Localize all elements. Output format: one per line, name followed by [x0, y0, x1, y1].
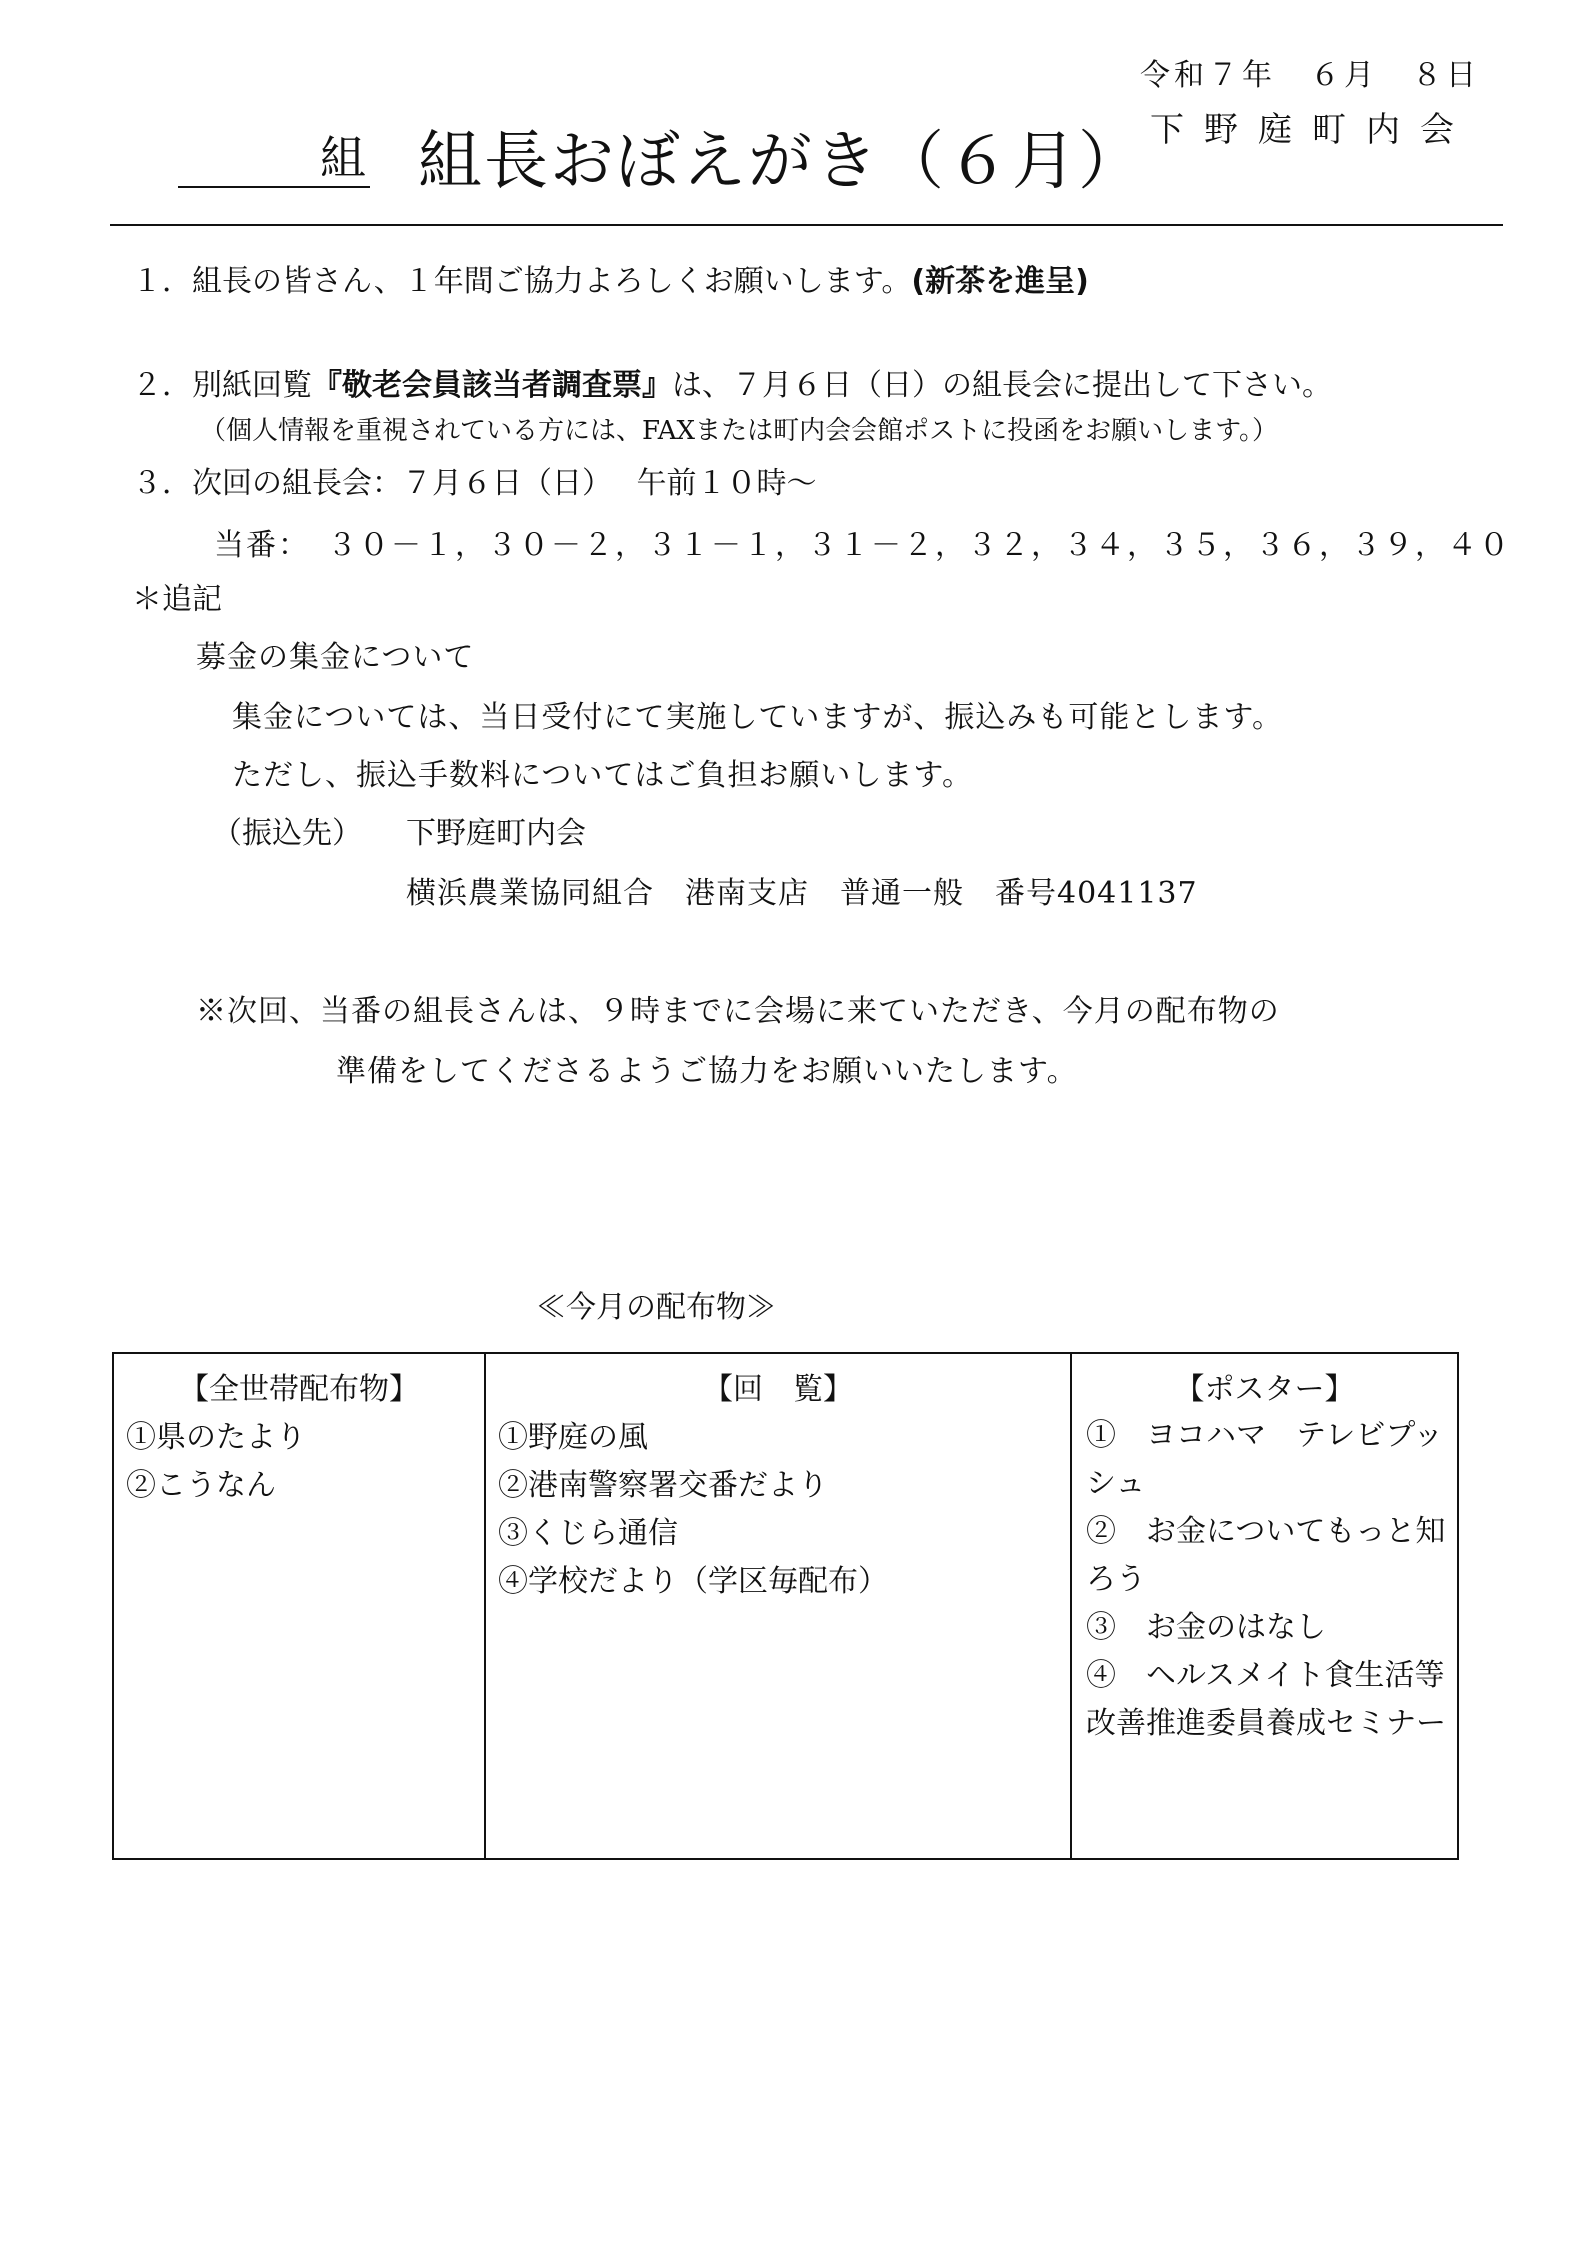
item-3: ３．次回の組長会：７月６日（日） 午前１０時～ — [132, 466, 817, 501]
touban-list: 当番： ３０－１，３０－２，３１－１，３１－２，３２，３４，３５，３６，３９，４０ — [214, 528, 1511, 563]
header-divider — [110, 224, 1503, 226]
item-1 — [132, 256, 1089, 300]
note-line-2: 準備をしてくださるようご協力をお願いいたします。 — [336, 1054, 1078, 1089]
note-line-1: ※次回、当番の組長さんは、９時までに会場に来ていただき、今月の配布物の — [196, 994, 1280, 1029]
list-item: ② お金についてもっと知ろう — [1086, 1514, 1446, 1597]
column-circulation — [486, 1354, 1072, 1858]
column-list — [126, 1414, 476, 1510]
addendum-heading: ＊追記 — [132, 582, 222, 617]
distribution-title: ≪今月の配布物≫ — [536, 1290, 776, 1325]
bank-info: 横浜農業協同組合 港南支店 普通一般 番号4041137 — [406, 876, 1198, 911]
document-date: 令和７年 ６月 ８日 — [1140, 58, 1480, 93]
list-item: ③くじら通信 — [498, 1516, 678, 1551]
item-1-bold: (新茶を進呈) — [911, 264, 1089, 299]
list-item: ④ ヘルスメイト食生活等改善推進委員養成セミナー — [1086, 1658, 1446, 1741]
list-item: ①県のたより — [126, 1420, 306, 1455]
furikomi-name: 下野庭町内会 — [406, 816, 586, 851]
column-posters — [1072, 1354, 1457, 1858]
shukin-line-1: 集金については、当日受付にて実施していますが、振込みも可能とします。 — [232, 700, 1283, 735]
item-2-suffix: は、７月６日（日）の組長会に提出して下さい。 — [672, 368, 1332, 403]
list-item: ②こうなん — [126, 1468, 276, 1503]
furikomi-label: （振込先） — [212, 816, 362, 851]
column-list — [1086, 1412, 1449, 1748]
item-2-prefix: ２．別紙回覧 — [132, 368, 312, 403]
distribution-table — [112, 1352, 1459, 1860]
column-list — [498, 1414, 1062, 1606]
column-all-households — [114, 1354, 486, 1858]
list-item: ④学校だより（学区毎配布） — [498, 1564, 888, 1599]
column-heading: 【全世帯配布物】 — [179, 1372, 419, 1407]
bokin-title: 募金の集金について — [196, 640, 475, 675]
item-2 — [132, 360, 1332, 404]
list-item: ③ お金のはなし — [1086, 1610, 1326, 1645]
list-item: ① ヨコハマ テレビプッシュ — [1086, 1418, 1444, 1501]
page-title: 組長おぼえがき（６月） — [418, 125, 1144, 199]
column-heading: 【ポスター】 — [1174, 1372, 1355, 1407]
list-item: ②港南警察署交番だより — [498, 1468, 828, 1503]
item-2-note: （個人情報を重視されている方には、FAXまたは町内会会館ポストに投函をお願いします。） — [200, 416, 1278, 446]
item-2-bold: 『敬老会員該当者調査票』 — [312, 368, 672, 403]
item-1-text: １．組長の皆さん、１年間ご協力よろしくお願いします。 — [132, 264, 912, 299]
list-item: ①野庭の風 — [498, 1420, 648, 1455]
organization-name: 下野庭町内会 — [1150, 110, 1474, 150]
kumi-label: 組 — [320, 131, 366, 185]
shukin-line-2: ただし、振込手数料についてはご負担お願いします。 — [232, 758, 973, 793]
column-heading: 【回 覧】 — [703, 1372, 853, 1407]
